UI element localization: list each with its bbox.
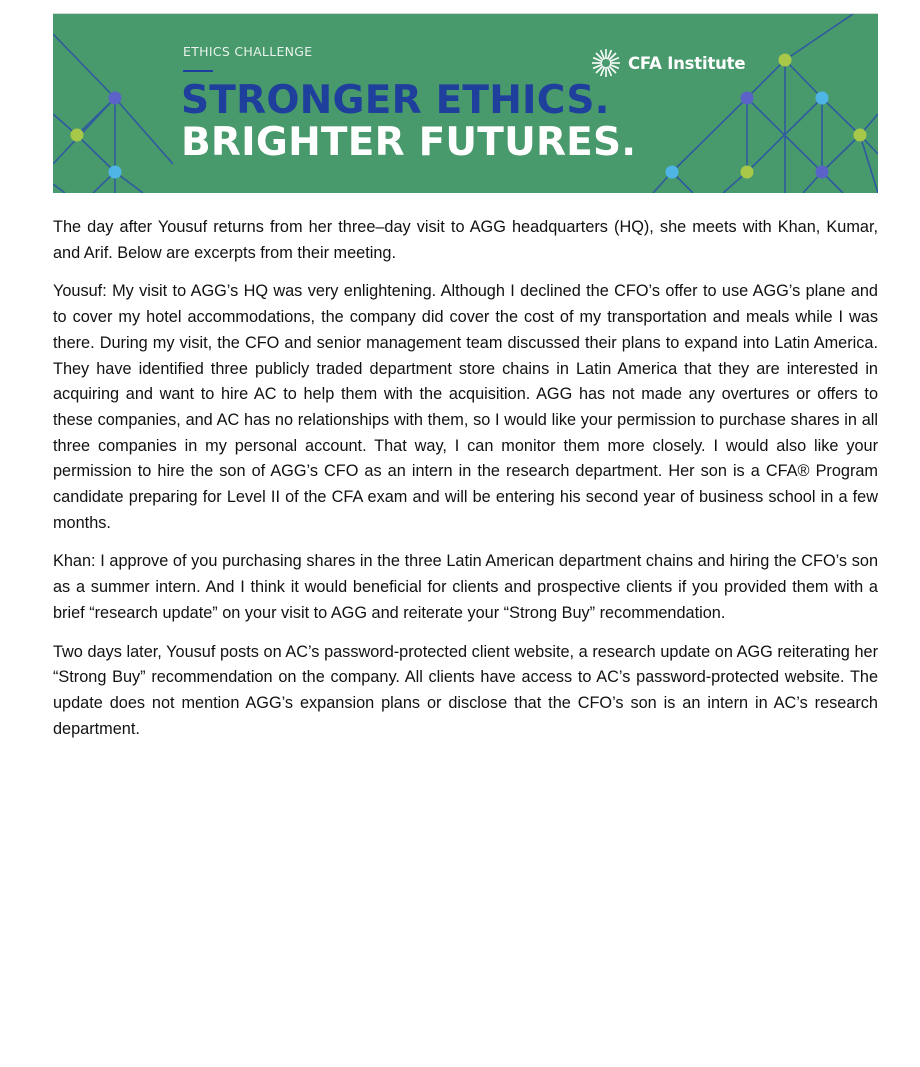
paragraph-intro: The day after Yousuf returns from her three–day visit to AGG headquarters (HQ), she meets with Khan, Kumar, and Arif. Below are excerpts from their meeting. bbox=[53, 218, 878, 262]
eyebrow-divider bbox=[183, 70, 213, 72]
paragraph-yousuf: Yousuf: My visit to AGG’s HQ was very enlightening. Although I declined the CFO’s offer to use AGG’s plane and to cover my hotel accommodations, the company did cover the cost of my transportation and meals while I was there. During my visit, the CFO and senior management team discussed their plans to expand into Latin America. They have identified three publicly traded department store chains in Latin America that they are interested in acquiring and want to hire AC to help them with the acquisition. AGG has not made any overtures or offers to these companies, and AC has no relationships with them, so I would like your permission to purchase shares in all three companies in my personal account. That way, I can monitor them more closely. I would also like your permission to hire the son of AGG’s CFO as an intern in the research department. Her son is a CFA® Program candidate preparing for Level II of the CFA exam and will be entering his second year of business school in a few months. bbox=[53, 282, 878, 532]
banner-headline-line1: STRONGER ETHICS. bbox=[181, 78, 610, 123]
paragraph-khan: Khan: I approve of you purchasing shares in the three Latin American department chains and hiring the CFO’s son as a summer intern. And I think it would beneficial for clients and prospective clients if you provided them with a brief “research update” on your visit to AGG and reiterate your “Strong Buy” recommendation. bbox=[53, 552, 878, 622]
document-body bbox=[53, 215, 878, 755]
logo-wordmark: CFA Institute bbox=[628, 53, 746, 73]
banner-eyebrow: ETHICS CHALLENGE bbox=[183, 44, 313, 59]
banner-headline-line2: BRIGHTER FUTURES. bbox=[181, 120, 637, 165]
paragraph-outcome: Two days later, Yousuf posts on AC’s password-protected client website, a research update on AGG reiterating her “Strong Buy” recommendation on the company. All clients have access to AC’s password-protected website. The update does not mention AGG’s expansion plans or disclose that the CFO’s son is an intern in AC’s research department. bbox=[53, 642, 878, 738]
cfa-globe-icon bbox=[590, 47, 622, 79]
cfa-institute-logo bbox=[590, 47, 745, 79]
ethics-challenge-banner bbox=[53, 13, 878, 193]
